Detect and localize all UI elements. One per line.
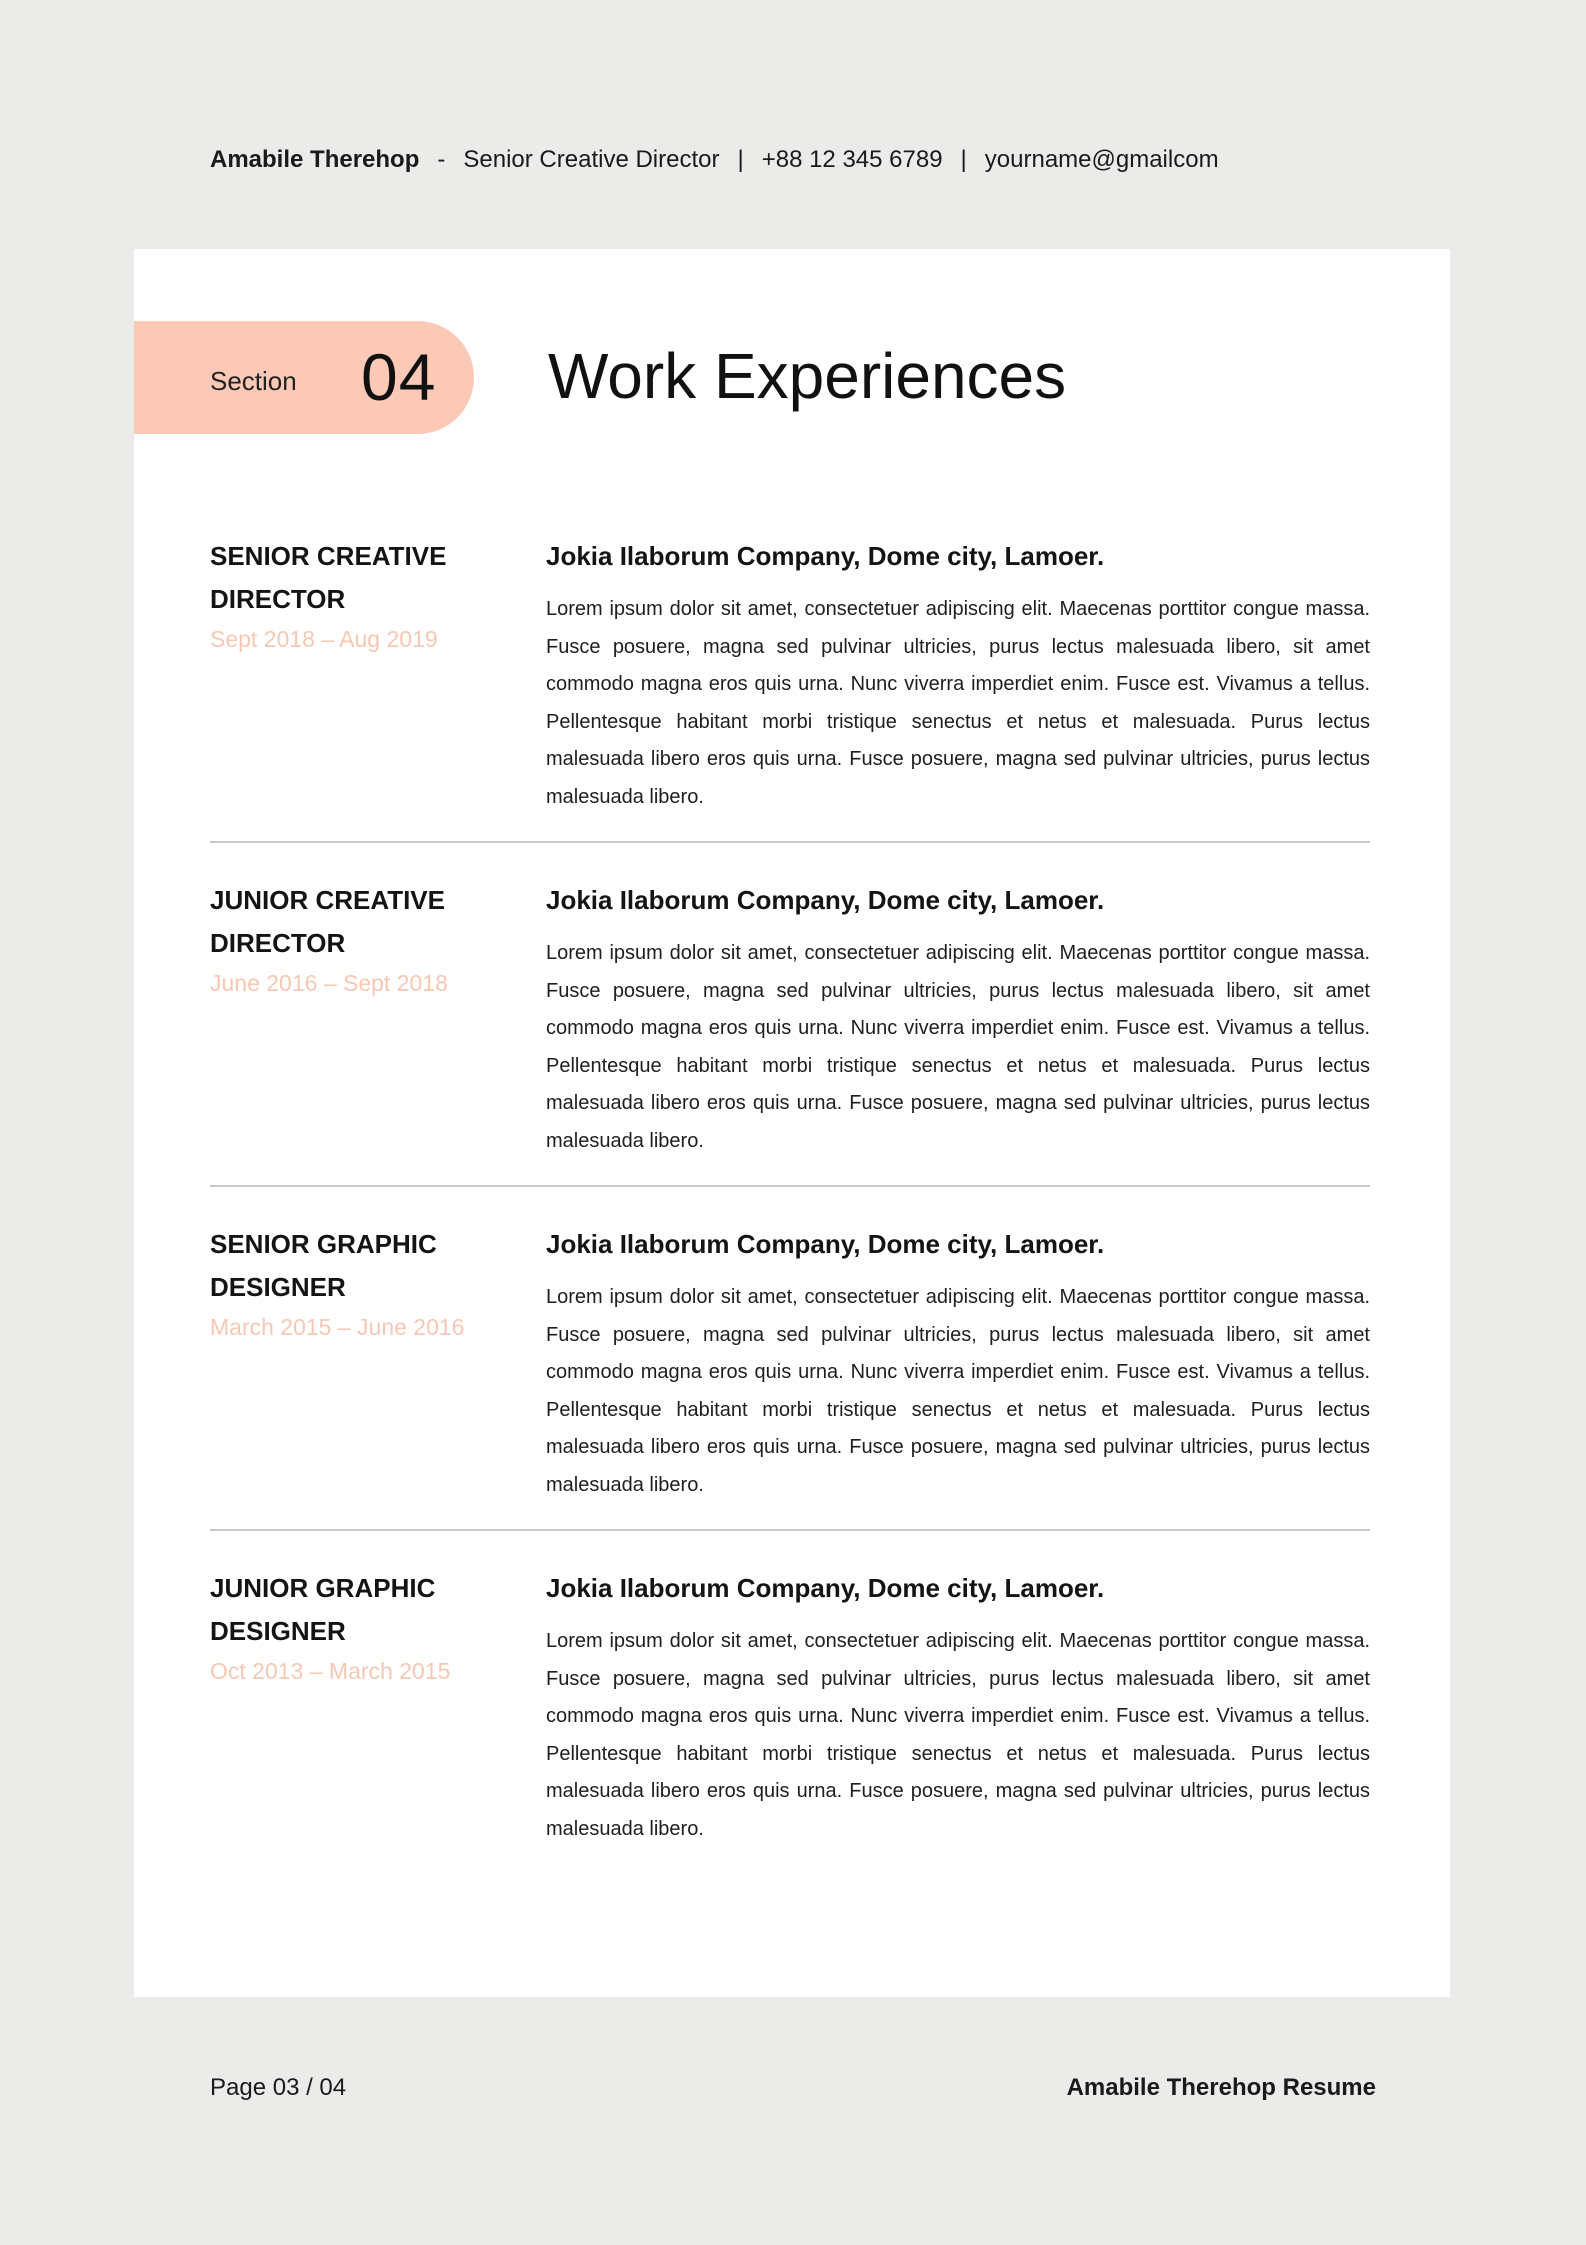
experience-entry [210,841,1370,1185]
job-company: Jokia Ilaborum Company, Dome city, Lamoer. [546,885,1105,915]
section-badge [134,321,474,434]
job-dates: Oct 2013 – March 2015 [210,1658,451,1684]
header-email: yourname@gmailcom [984,146,1219,173]
section-number: 04 [361,340,437,414]
job-role: JUNIOR GRAPHIC DESIGNER [210,1573,436,1646]
header-phone: +88 12 345 6789 [761,146,943,173]
job-dates: Sept 2018 – Aug 2019 [210,626,438,652]
header-dash: - [437,146,446,173]
job-dates: June 2016 – Sept 2018 [210,970,448,996]
section-label: Section [210,366,297,396]
header-name: Amabile Therehop [210,146,420,173]
job-role: SENIOR GRAPHIC DESIGNER [210,1229,437,1302]
header-job-title: Senior Creative Director [463,146,720,173]
job-description: Lorem ipsum dolor sit amet, consectetuer adipiscing elit. Maecenas porttitor congue massa. Fusce posuere, magna sed pulvinar ultricies, purus lectus malesuada libero, sit amet commodo magna eros quis urna. Nunc viverra imperdiet enim. Fusce est. Vivamus a tellus. Pellentesque habitant morbi tristique senectus et netus et malesuada. Purus lectus malesuada libero eros quis urna. Fusce posuere, magna sed pulvinar ultricies, purus lectus malesuada libero. [546,1630,1370,1840]
job-role: SENIOR CREATIVE DIRECTOR [210,541,447,614]
experience-entry [210,1185,1370,1529]
document-title: Amabile Therehop Resume [1066,2074,1376,2101]
page-number: Page 03 / 04 [210,2074,347,2101]
experience-entry [210,1529,1370,1873]
job-description: Lorem ipsum dolor sit amet, consectetuer adipiscing elit. Maecenas porttitor congue massa. Fusce posuere, magna sed pulvinar ultricies, purus lectus malesuada libero, sit amet commodo magna eros quis urna. Nunc viverra imperdiet enim. Fusce est. Vivamus a tellus. Pellentesque habitant morbi tristique senectus et netus et malesuada. Purus lectus malesuada libero eros quis urna. Fusce posuere, magna sed pulvinar ultricies, purus lectus malesuada libero. [546,598,1370,808]
job-description: Lorem ipsum dolor sit amet, consectetuer adipiscing elit. Maecenas porttitor congue massa. Fusce posuere, magna sed pulvinar ultricies, purus lectus malesuada libero, sit amet commodo magna eros quis urna. Nunc viverra imperdiet enim. Fusce est. Vivamus a tellus. Pellentesque habitant morbi tristique senectus et netus et malesuada. Purus lectus malesuada libero eros quis urna. Fusce posuere, magna sed pulvinar ultricies, purus lectus malesuada libero. [546,942,1370,1152]
header-divider: | [960,146,967,173]
job-company: Jokia Ilaborum Company, Dome city, Lamoer. [546,1229,1105,1259]
job-company: Jokia Ilaborum Company, Dome city, Lamoer. [546,541,1105,571]
work-experience-list [210,499,1370,1873]
experience-entry [210,499,1370,841]
section-title: Work Experiences [548,340,1067,412]
job-description: Lorem ipsum dolor sit amet, consectetuer adipiscing elit. Maecenas porttitor congue massa. Fusce posuere, magna sed pulvinar ultricies, purus lectus malesuada libero, sit amet commodo magna eros quis urna. Nunc viverra imperdiet enim. Fusce est. Vivamus a tellus. Pellentesque habitant morbi tristique senectus et netus et malesuada. Purus lectus malesuada libero eros quis urna. Fusce posuere, magna sed pulvinar ultricies, purus lectus malesuada libero. [546,1286,1370,1496]
job-role: JUNIOR CREATIVE DIRECTOR [210,885,445,958]
contact-header [210,146,1219,174]
header-divider: | [737,146,744,173]
job-dates: March 2015 – June 2016 [210,1314,465,1340]
job-company: Jokia Ilaborum Company, Dome city, Lamoer. [546,1573,1105,1603]
resume-page-card [134,249,1450,1997]
